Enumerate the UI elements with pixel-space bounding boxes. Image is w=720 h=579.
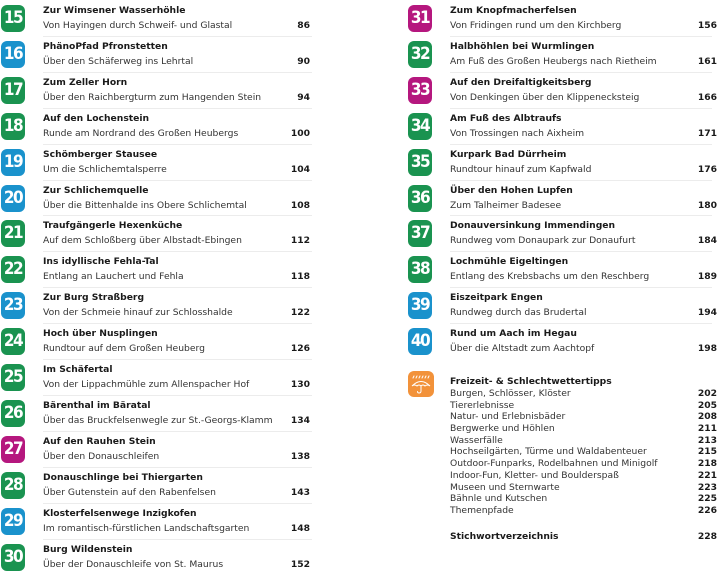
entry-subtitle: Entlang des Krebsbachs um den Reschberg — [450, 271, 650, 283]
tips-item-label: Wasserfälle — [450, 434, 503, 446]
tips-item[interactable] — [450, 446, 717, 458]
tips-item-page: 211 — [697, 423, 717, 435]
entry-title: Halbhöhlen bei Wurmlingen — [450, 40, 595, 52]
tips-item-label: Bergwerke und Höhlen — [450, 423, 555, 435]
toc-entry[interactable] — [0, 219, 320, 255]
toc-entry[interactable] — [0, 4, 320, 40]
entry-subtitle: Zum Talheimer Badesee — [450, 199, 562, 211]
entry-page-number: 189 — [697, 271, 717, 283]
entry-page-number: 94 — [297, 91, 310, 103]
toc-entry[interactable] — [0, 399, 320, 435]
toc-entry[interactable] — [0, 255, 320, 291]
separator — [450, 180, 712, 181]
tips-item[interactable] — [450, 423, 717, 435]
toc-entry[interactable] — [0, 148, 320, 184]
tips-item-page: 221 — [697, 469, 717, 481]
separator — [43, 431, 312, 432]
tips-item-label: Outdoor-Funparks, Rodelbahnen und Minigolf — [450, 458, 658, 470]
tips-item-label: Themenpfade — [450, 504, 514, 516]
entry-page-number: 118 — [290, 271, 310, 283]
entry-page-number: 90 — [297, 55, 310, 67]
separator — [43, 251, 312, 252]
toc-entry[interactable] — [0, 184, 320, 220]
entry-subtitle: Rundweg vom Donaupark zur Donaufurt — [450, 235, 636, 247]
entry-title: Zum Zeller Horn — [43, 76, 128, 88]
entry-subtitle: Am Fuß des Großen Heubergs nach Rietheim — [450, 55, 657, 67]
toc-entry[interactable] — [407, 184, 720, 220]
tips-item[interactable] — [450, 435, 717, 447]
index-entry[interactable] — [450, 531, 717, 542]
entry-subtitle: Von Denkingen über den Klippenecksteig — [450, 91, 640, 103]
route-number-badge: 23 — [1, 292, 25, 319]
entry-subtitle: Im romantisch-fürstlichen Landschaftsgarten — [43, 522, 250, 534]
entry-title: Hoch über Nusplingen — [43, 328, 158, 340]
entry-subtitle: Von Fridingen rund um den Kirchberg — [450, 20, 622, 31]
route-number-badge: 20 — [1, 185, 25, 212]
entry-title: Am Fuß des Albtraufs — [450, 112, 562, 124]
entry-subtitle: Von Trossingen nach Aixheim — [450, 127, 585, 139]
toc-entry[interactable] — [407, 219, 720, 255]
entry-page-number: 126 — [290, 343, 310, 355]
entry-subtitle: Rundtour auf dem Großen Heuberg — [43, 343, 205, 355]
entry-subtitle: Über das Bruckfelsenwegle zur St.-Georgs-Klamm — [43, 414, 273, 426]
route-number-badge: 31 — [408, 5, 432, 32]
entry-subtitle: Über die Altstadt zum Aachtopf — [450, 343, 595, 355]
entry-page-number: 152 — [290, 558, 310, 570]
entry-title: Zur Wimsener Wasserhöhle — [43, 5, 186, 16]
entry-title: Über den Hohen Lupfen — [450, 184, 573, 196]
index-page: 228 — [697, 531, 717, 542]
tips-item[interactable] — [450, 493, 717, 505]
toc-entry[interactable] — [0, 507, 320, 543]
separator — [43, 323, 312, 324]
entry-subtitle: Über der Donauschleife von St. Maurus — [43, 558, 224, 570]
tips-title: Freizeit- & Schlechtwettertipps — [450, 376, 612, 387]
entry-title: Donauschlinge bei Thiergarten — [43, 471, 203, 483]
toc-entry[interactable] — [407, 4, 720, 40]
separator — [43, 215, 312, 216]
separator — [43, 359, 312, 360]
route-number-badge: 35 — [408, 149, 432, 176]
route-number-badge: 25 — [1, 364, 25, 391]
toc-entry[interactable] — [407, 255, 720, 291]
entry-subtitle: Runde am Nordrand des Großen Heubergs — [43, 127, 239, 139]
entry-page-number: 161 — [697, 55, 717, 67]
entry-title: Eiszeitpark Engen — [450, 292, 543, 304]
toc-entry[interactable] — [407, 112, 720, 148]
entry-title: Traufgängerle Hexenküche — [43, 220, 183, 232]
entry-page-number: 184 — [697, 235, 717, 247]
separator — [450, 323, 712, 324]
separator — [450, 287, 712, 288]
tips-item[interactable] — [450, 458, 717, 470]
toc-entry[interactable] — [0, 76, 320, 112]
route-number-badge: 40 — [408, 328, 432, 355]
separator — [450, 36, 712, 37]
entry-subtitle: Über den Raichbergturm zum Hangenden Stein — [43, 91, 262, 103]
tips-item-label: Bähnle und Kutschen — [450, 493, 548, 505]
tips-item-page: 213 — [697, 434, 717, 446]
separator — [450, 72, 712, 73]
entry-page-number: 86 — [297, 20, 310, 31]
tips-list — [450, 388, 717, 517]
separator — [43, 503, 312, 504]
route-number-badge: 19 — [1, 149, 25, 176]
route-number-badge: 16 — [1, 41, 25, 68]
route-number-badge: 34 — [408, 113, 432, 140]
entry-title: Kurpark Bad Dürrheim — [450, 148, 567, 160]
entry-page-number: 166 — [697, 91, 717, 103]
tips-item-page: 225 — [697, 493, 717, 505]
tips-item-page: 202 — [697, 388, 717, 399]
entry-page-number: 108 — [290, 199, 310, 211]
route-number-badge: 29 — [1, 508, 25, 535]
index-label: Stichwortverzeichnis — [450, 531, 559, 542]
entry-title: Zum Knopfmacherfelsen — [450, 5, 577, 16]
entry-page-number: 180 — [697, 199, 717, 211]
entry-page-number: 194 — [697, 307, 717, 319]
tips-item-label: Museen und Sternwarte — [450, 481, 560, 493]
entry-title: Auf den Dreifaltigkeitsberg — [450, 76, 592, 88]
separator — [43, 395, 312, 396]
separator — [43, 287, 312, 288]
entry-page-number: 100 — [290, 127, 310, 139]
entry-title: Auf den Rauhen Stein — [43, 435, 156, 447]
toc-entry[interactable] — [407, 148, 720, 184]
separator — [43, 180, 312, 181]
entry-subtitle: Um die Schlichemtalsperre — [43, 163, 167, 175]
route-number-badge: 21 — [1, 220, 25, 247]
entry-subtitle: Entlang an Lauchert und Fehla — [43, 271, 184, 283]
tips-item-label: Hochseilgärten, Türme und Waldabenteuer — [450, 446, 647, 458]
route-number-badge: 22 — [1, 256, 25, 283]
separator — [43, 36, 312, 37]
entry-page-number: 134 — [290, 414, 310, 426]
route-number-badge: 24 — [1, 328, 25, 355]
entry-title: Bärenthal im Bäratal — [43, 399, 151, 411]
entry-title: Schömberger Stausee — [43, 148, 158, 160]
entry-subtitle: Über den Donauschleifen — [43, 450, 160, 462]
route-number-badge: 32 — [408, 41, 432, 68]
toc-entry[interactable] — [407, 76, 720, 112]
tips-item[interactable] — [450, 482, 717, 494]
route-number-badge: 27 — [1, 436, 25, 463]
entry-title: Burg Wildenstein — [43, 543, 133, 555]
entry-title: Lochmühle Eigeltingen — [450, 256, 569, 268]
separator — [43, 72, 312, 73]
tips-item[interactable] — [450, 400, 717, 412]
entry-title: PhänoPfad Pfronstetten — [43, 40, 168, 52]
separator — [43, 144, 312, 145]
tips-item-page: 205 — [697, 399, 717, 411]
route-number-badge: 18 — [1, 113, 25, 140]
entry-subtitle: Auf dem Schloßberg über Albstadt-Ebingen — [43, 235, 242, 247]
entry-subtitle: Rundtour hinauf zum Kapfwald — [450, 163, 592, 175]
entry-page-number: 198 — [697, 343, 717, 355]
toc-entry[interactable] — [0, 112, 320, 148]
route-number-badge: 39 — [408, 292, 432, 319]
tips-item-page: 226 — [697, 504, 717, 516]
entry-subtitle: Von der Schmeie hinauf zur Schlosshalde — [43, 307, 233, 319]
separator — [450, 215, 712, 216]
tips-item[interactable] — [450, 388, 717, 400]
tips-item-page: 218 — [697, 458, 717, 470]
tips-item-page: 223 — [697, 481, 717, 493]
toc-entry[interactable] — [407, 327, 720, 363]
entry-title: Im Schäfertal — [43, 364, 113, 375]
route-number-badge: 37 — [408, 220, 432, 247]
entry-page-number: 156 — [697, 20, 717, 31]
toc-entry[interactable] — [0, 543, 320, 579]
tips-item[interactable] — [450, 411, 717, 423]
entry-title: Donauversinkung Immendingen — [450, 220, 616, 232]
entry-page-number: 122 — [290, 307, 310, 319]
route-number-badge: 15 — [1, 5, 25, 32]
entry-title: Zur Burg Straßberg — [43, 292, 145, 304]
entry-subtitle: Rundweg durch das Brudertal — [450, 307, 587, 319]
route-number-badge: 36 — [408, 185, 432, 212]
entry-page-number: 176 — [697, 163, 717, 175]
toc-entry[interactable] — [0, 327, 320, 363]
toc-entry[interactable] — [0, 471, 320, 507]
route-number-badge: 26 — [1, 400, 25, 427]
entry-page-number: 130 — [290, 379, 310, 390]
separator — [450, 144, 712, 145]
entry-title: Ins idyllische Fehla-Tal — [43, 256, 159, 268]
entry-page-number: 104 — [290, 163, 310, 175]
entry-subtitle: Von der Lippachmühle zum Allenspacher Hof — [43, 379, 250, 390]
entry-page-number: 143 — [290, 486, 310, 498]
tips-item-label: Tiererlebnisse — [450, 399, 515, 411]
route-number-badge: 33 — [408, 77, 432, 104]
separator — [43, 539, 312, 540]
entry-page-number: 138 — [290, 450, 310, 462]
toc-entry[interactable] — [0, 291, 320, 327]
route-number-badge: 38 — [408, 256, 432, 283]
tips-item-page: 208 — [697, 411, 717, 423]
tips-item-page: 215 — [697, 446, 717, 458]
route-number-badge: 28 — [1, 472, 25, 499]
separator — [450, 251, 712, 252]
toc-entry[interactable] — [407, 291, 720, 327]
umbrella-rain-icon — [408, 371, 434, 397]
toc-entry[interactable] — [0, 435, 320, 471]
tips-item[interactable] — [450, 470, 717, 482]
toc-entry[interactable] — [0, 363, 320, 399]
entry-title: Zur Schlichemquelle — [43, 184, 149, 196]
tips-item-label: Burgen, Schlösser, Klöster — [450, 388, 571, 399]
toc-entry[interactable] — [0, 40, 320, 76]
route-number-badge: 30 — [1, 544, 25, 571]
entry-title: Rund um Aach im Hegau — [450, 328, 577, 340]
entry-subtitle: Über die Bittenhalde ins Obere Schlichemtal — [43, 199, 247, 211]
entry-page-number: 171 — [697, 127, 717, 139]
tips-item-label: Indoor-Fun, Kletter- und Boulderspaß — [450, 469, 619, 481]
entry-title: Auf den Lochenstein — [43, 112, 150, 124]
entry-title: Klosterfelsenwege Inzigkofen — [43, 507, 197, 519]
separator — [43, 467, 312, 468]
separator — [450, 108, 712, 109]
toc-entry[interactable] — [407, 40, 720, 76]
entry-subtitle: Von Hayingen durch Schweif- und Glastal — [43, 20, 233, 31]
separator — [43, 108, 312, 109]
entry-page-number: 112 — [290, 235, 310, 247]
tips-item[interactable] — [450, 505, 717, 517]
entry-subtitle: Über den Schäferweg ins Lehrtal — [43, 55, 194, 67]
entry-page-number: 148 — [290, 522, 310, 534]
route-number-badge: 17 — [1, 77, 25, 104]
entry-subtitle: Über Gutenstein auf den Rabenfelsen — [43, 486, 216, 498]
tips-item-label: Natur- und Erlebnisbäder — [450, 411, 566, 423]
